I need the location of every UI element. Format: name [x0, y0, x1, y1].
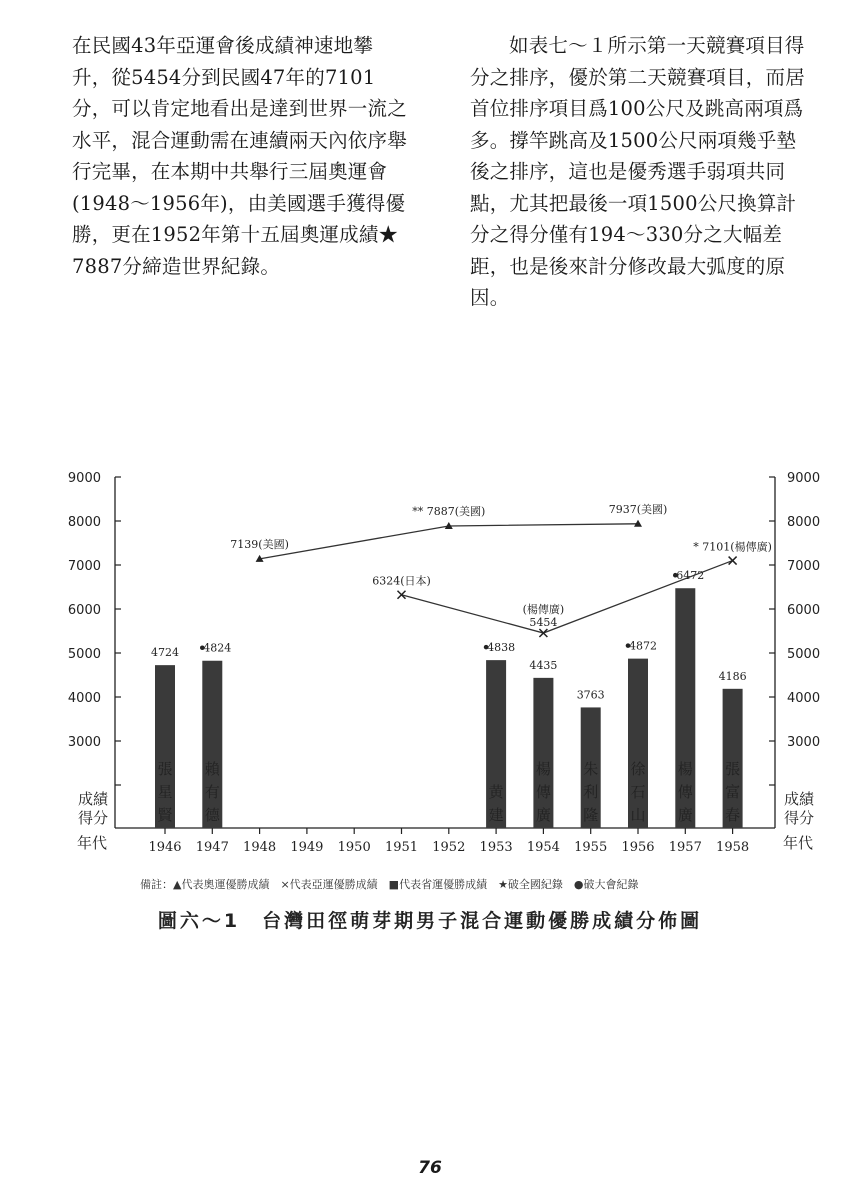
x-tick-label: 1950	[337, 840, 371, 855]
x-axis-label-left: 年代	[77, 834, 108, 852]
athlete-name-char: 楊	[677, 760, 693, 778]
y-tick-label-left: 8000	[67, 515, 101, 530]
asian-games-x-marker	[729, 557, 737, 565]
asian-games-point-label: * 7101(楊傳廣)	[693, 540, 772, 554]
athlete-name-char: 春	[725, 806, 741, 824]
x-tick-label: 1947	[195, 840, 229, 855]
bar-value-label: 6472	[676, 569, 705, 583]
bar	[155, 665, 175, 828]
y-tick-label-right: 3000	[787, 735, 821, 750]
page-number: 76	[418, 1158, 442, 1178]
athlete-name-char: 富	[725, 783, 741, 801]
athlete-name-char: 張	[157, 760, 173, 778]
y-tick-label-right: 6000	[787, 603, 821, 618]
y-axis-label-right: 成績	[784, 790, 815, 808]
athlete-name-char: 楊	[535, 760, 551, 778]
x-tick-label: 1958	[716, 840, 750, 855]
y-tick-label-right: 7000	[787, 559, 821, 574]
asian-games-point-label: (楊傳廣)	[522, 603, 565, 617]
x-tick-label: 1949	[290, 840, 324, 855]
athlete-name-char: 石	[630, 783, 646, 801]
athlete-name-char: 隆	[583, 806, 599, 824]
athlete-name-char: 有	[204, 783, 220, 801]
olympic-point-label: ** 7887(美國)	[412, 504, 486, 518]
asian-games-x-marker	[539, 629, 547, 637]
y-tick-label-right: 9000	[787, 471, 821, 486]
olympic-point-label: 7139(美國)	[230, 537, 289, 551]
bar-value-label: 4838	[487, 641, 516, 655]
athlete-name-char: 山	[630, 806, 646, 824]
right-text-column	[470, 30, 810, 314]
x-tick-label: 1946	[148, 840, 182, 855]
bar	[202, 661, 222, 828]
x-axis-label-right: 年代	[783, 834, 814, 852]
bar-value-label: 4186	[718, 669, 747, 683]
athlete-name-char: 德	[204, 806, 220, 824]
asian-games-x-marker	[398, 591, 406, 599]
figure-caption: 圖六～1 台灣田徑萌芽期男子混合運動優勝成績分佈圖	[157, 910, 703, 932]
athlete-name-char: 張	[725, 760, 741, 778]
y-axis-label-left: 得分	[78, 809, 109, 827]
left-text-column	[72, 30, 412, 282]
y-tick-label-left: 5000	[67, 647, 101, 662]
x-tick-label: 1952	[432, 840, 466, 855]
bar-value-label: 4824	[203, 641, 232, 655]
athlete-name-char: 建	[488, 806, 504, 824]
bar-value-label: 4435	[529, 658, 558, 672]
olympic-point-label: 7937(美國)	[608, 502, 668, 516]
bar-value-label: 3763	[576, 688, 605, 702]
y-tick-label-left: 4000	[67, 691, 101, 706]
athlete-name-char: 利	[583, 783, 599, 801]
bar-value-label: 4724	[151, 646, 179, 660]
athlete-name-char: 傳	[535, 783, 551, 801]
athlete-name-char: 賴	[204, 760, 220, 778]
x-tick-label: 1951	[384, 840, 419, 855]
y-tick-label-right: 5000	[787, 647, 821, 662]
bar-value-label: 4872	[629, 639, 657, 653]
bar	[486, 660, 506, 828]
x-tick-label: 1953	[479, 840, 513, 855]
athlete-name-char: 廣	[677, 806, 693, 824]
athlete-name-char: 朱	[583, 760, 599, 778]
athlete-name-char: 黄	[488, 783, 504, 801]
x-tick-label: 1954	[526, 840, 560, 855]
y-tick-label-right: 8000	[787, 515, 821, 530]
x-tick-label: 1957	[668, 840, 702, 855]
athlete-name-char: 廣	[535, 806, 551, 824]
chart-legend: 備註：▲代表奧運優勝成績 ×代表亞運優勝成績 ■代表省運優勝成績 ★破全國紀錄 ●破大會紀錄	[140, 878, 639, 891]
y-tick-label-left: 3000	[67, 735, 101, 750]
athlete-name-char: 傳	[677, 783, 693, 801]
y-tick-label-left: 9000	[67, 471, 101, 486]
x-tick-label: 1956	[621, 840, 655, 855]
x-tick-label: 1955	[574, 840, 608, 855]
bar	[628, 659, 648, 828]
left-paragraph: 在民國43年亞運會後成績神速地攀升，從5454分到民國47年的7101分，可以肯定地看出是達到世界一流之水平，混合運動需在連續兩天內依序舉行完畢，在本期中共舉行三屆奧運會(1948～1956年)，由美國選手獲得優勝，更在1952年第十五屆奧運成績★ 7887分締造世界紀錄。	[72, 34, 407, 278]
athlete-name-char: 賢	[157, 806, 173, 824]
performance-chart	[0, 460, 860, 870]
olympic-series-line	[260, 524, 638, 559]
y-tick-label-left: 7000	[67, 559, 101, 574]
y-tick-label-right: 4000	[787, 691, 821, 706]
athlete-name-char: 星	[157, 783, 173, 801]
asian-games-point-label: 5454	[529, 616, 558, 630]
y-tick-label-left: 6000	[67, 603, 101, 618]
y-axis-label-left: 成績	[78, 790, 109, 808]
x-tick-label: 1948	[243, 840, 277, 855]
y-axis-label-right: 得分	[784, 809, 815, 827]
right-paragraph: 如表七～１所示第一天競賽項目得分之排序，優於第二天競賽項目，而居首位排序項目爲100公尺及跳高兩項爲多。撐竿跳高及1500公尺兩項幾乎墊後之排序，這也是優秀選手弱項共同點，尤其把最後一項1500公尺換算計分之得分僅有194～330分之大幅差距，也是後來計分修改最大弧度的原因。	[470, 34, 805, 309]
athlete-name-char: 徐	[630, 760, 646, 778]
asian-games-point-label: 6324(日本)	[372, 574, 431, 588]
